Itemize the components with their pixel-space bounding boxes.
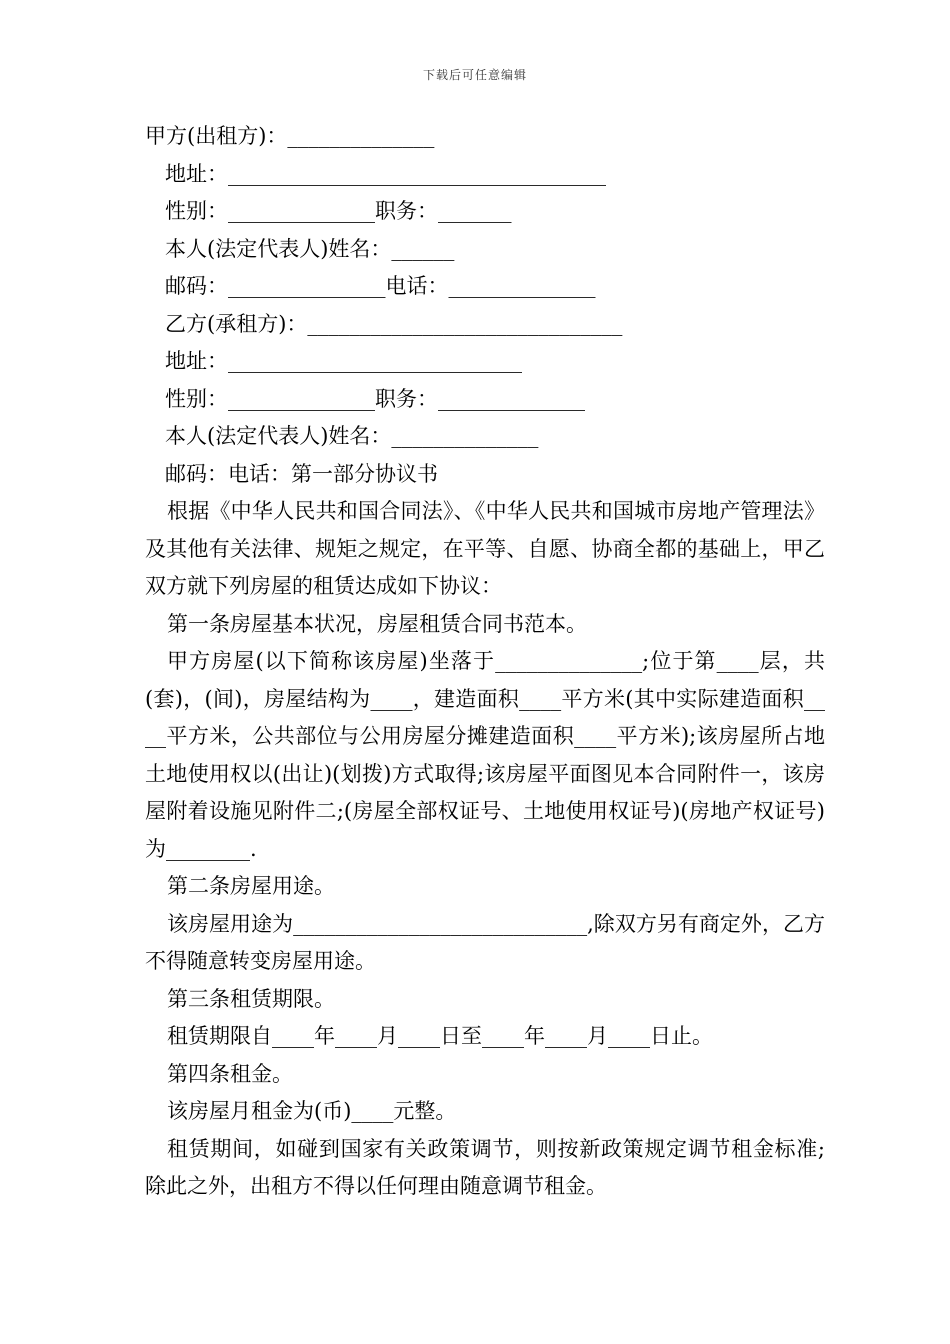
document-body (145, 118, 825, 1206)
preamble-paragraph: 根据《中华人民共和国合同法》、《中华人民共和国城市房地产管理法》及其他有关法律、规矩之规定，在平等、自愿、协商全都的基础上，甲乙双方就下列房屋的租赁达成如下协议： (145, 499, 825, 598)
header-note: 下载后可任意编辑 (422, 68, 527, 82)
article-1-heading: 第一条房屋基本状况，房屋租赁合同书范本。 (167, 611, 587, 636)
lessor-representative-line: 本人(法定代表人)姓名：______ (165, 236, 455, 261)
article-1-paragraph: 甲方房屋(以下简称该房屋)坐落于______________;位于第____层，共(套)，(间)，房屋结构为____，建造面积____平方米(其中实际建造面积____平方米，公共部位与公用房屋分摊建造面积____平方米);该房屋所占地土地使用权以(出让)(划拨)方式取得;该房屋平面图见本合同附件一，该房屋附着设施见附件二;(房屋全部权证号、土地使用权证号)(房地产权证号)为________. (145, 649, 825, 861)
article-4-heading: 第四条租金。 (167, 1061, 293, 1086)
article-3-paragraph: 租赁期限自____年____月____日至____年____月____日止。 (167, 1024, 713, 1048)
article-4-adjustment-paragraph: 租赁期间，如碰到国家有关政策调节，则按新政策规定调节租金标准;除此之外，出租方不得以任何理由随意调节租金。 (145, 1136, 825, 1198)
lessee-line: 乙方(承租方)：______________________________ (165, 311, 623, 336)
lessor-gender-position-line: 性别：______________职务：_______ (165, 199, 512, 223)
lessee-address-line: 地址：____________________________ (165, 349, 522, 373)
article-3-heading: 第三条租赁期限。 (167, 986, 335, 1011)
lessor-line: 甲方(出租方)：______________ (145, 124, 435, 148)
lessee-gender-position-line: 性别：______________职务：______________ (165, 386, 585, 411)
lessor-address-line: 地址：____________________________________ (165, 161, 606, 186)
article-4-paragraph: 该房屋月租金为(币)____元整。 (167, 1099, 457, 1123)
article-2-heading: 第二条房屋用途。 (167, 874, 335, 898)
lessee-representative-line: 本人(法定代表人)姓名：______________ (165, 424, 539, 448)
lessor-postcode-phone-line: 邮码：_______________电话：______________ (165, 274, 596, 298)
lessee-postcode-phone-line: 邮码：电话：第一部分协议书 (165, 461, 438, 486)
article-2-paragraph: 该房屋用途为____________________________,除双方另有商定外，乙方不得随意转变房屋用途。 (145, 911, 825, 973)
